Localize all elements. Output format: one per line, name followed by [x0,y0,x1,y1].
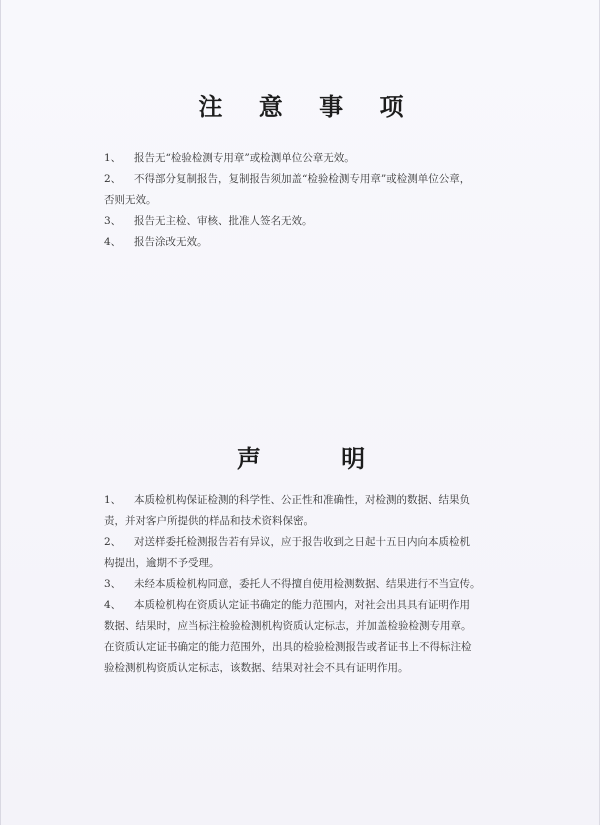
declaration-item-2 [104,532,496,574]
item-text: 报告涂改无效。 [134,236,208,248]
item-text-continued-2: 在资质认定证书确定的能力范围外，出具的检验检测报告或者证书上不得标注检 [104,641,472,653]
declaration-title: 声 明 [236,444,402,473]
declaration-list [104,490,496,679]
item-text: 本质检机构在资质认定证书确定的能力范围内，对社会出具具有证明作用 [134,599,470,611]
notice-item-1 [104,148,496,169]
notice-list [104,148,496,253]
declaration-item-1 [104,490,496,532]
notice-item-3 [104,211,496,232]
item-text-continued: 数据、结果时，应当标注检验检测机构资质认定标志，并加盖检验检测专用章。 [104,620,472,632]
item-number: 2、 [104,536,122,548]
item-text: 报告无“检验检测专用章”或检测单位公章无效。 [134,152,355,164]
item-text: 未经本质检机构同意，委托人不得擅自使用检测数据、结果进行不当宣传。 [134,578,481,590]
notice-title: 注 意 事 项 [198,92,418,121]
item-text-continued: 构提出，逾期不予受理。 [104,557,220,569]
item-number: 2、 [104,173,122,185]
item-number: 4、 [104,236,122,248]
item-text-continued: 责，并对客户所提供的样品和技术资料保密。 [104,515,314,527]
item-text: 对送样委托检测报告若有异议，应于报告收到之日起十五日内向本质检机 [134,536,470,548]
item-number: 1、 [104,494,122,506]
item-text: 报告无主检、审核、批准人签名无效。 [134,215,313,227]
item-number: 1、 [104,152,122,164]
item-number: 3、 [104,215,122,227]
notice-item-2 [104,169,496,211]
item-text: 本质检机构保证检测的科学性、公正性和准确性，对检测的数据、结果负 [134,494,470,506]
item-text: 不得部分复制报告，复制报告须加盖“检验检测专用章”或检测单位公章， [134,173,471,185]
item-number: 3、 [104,578,122,590]
item-text-continued: 否则无效。 [104,194,157,206]
declaration-item-4 [104,595,496,679]
declaration-item-3 [104,574,496,595]
item-number: 4、 [104,599,122,611]
item-text-continued-3: 验检测机构资质认定标志，该数据、结果对社会不具有证明作用。 [104,662,409,674]
notice-item-4 [104,232,496,253]
